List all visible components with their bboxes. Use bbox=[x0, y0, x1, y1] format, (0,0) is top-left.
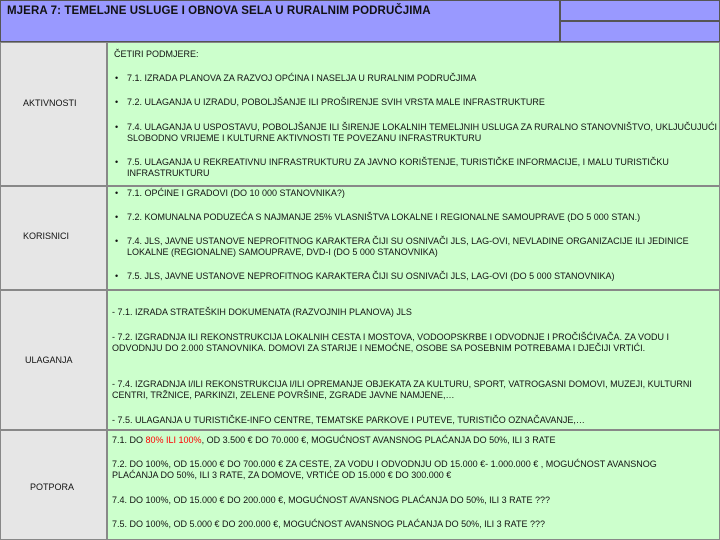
potpora-item-suffix: , OD 3.500 € DO 70.000 €, MOGUĆNOST AVANSNOG PLAĆANJA DO 50%, ILI 3 RATE bbox=[201, 435, 556, 445]
korisnici-item: 7.4. JLS, JAVNE USTANOVE NEPROFITNOG KARAKTERA ČIJI SU OSNIVAČI JLS, LAG-OVI, NEVLADINE ORGANIZACIJE ILI JEDINICE LOKALNE (REGIONALNE) SAMOUPRAVE, DVD-I (DO 5 000 STANOVNIKA) bbox=[127, 236, 689, 257]
header-cell-bottom bbox=[560, 21, 720, 42]
potpora-item bbox=[112, 435, 556, 446]
bullet-icon: • bbox=[115, 97, 119, 107]
potpora-content bbox=[107, 430, 720, 540]
aktivnosti-item: 7.2. ULAGANJA U IZRADU, POBOLJŠANJE ILI PROŠIRENJE SVIH VRSTA MALE INFRASTRUKTURE bbox=[127, 97, 545, 107]
aktivnosti-content bbox=[107, 42, 720, 186]
potpora-item: 7.2. DO 100%, OD 15.000 € DO 700.000 € ZA CESTE, ZA VODU I ODVODNJU OD 15.000 €- 1.000.000 € , MOGUĆNOST AVANSNOG PLAĆANJA DO 50%, ILI 3 RATE, ZA DOMOVE, VRTIĆE OD 15.000 € DO 300.000 € bbox=[112, 459, 657, 480]
ulaganja-label: ULAGANJA bbox=[25, 355, 73, 365]
korisnici-content bbox=[107, 186, 720, 290]
ulaganja-content bbox=[107, 290, 720, 430]
bullet-icon: • bbox=[115, 212, 119, 222]
ulaganja-item: - 7.2. IZGRADNJA ILI REKONSTRUKCIJA LOKALNIH CESTA I MOSTOVA, VODOOPSKRBE I ODVODNJE I PROČIŠĆIVAČA. ZA VODU I ODVODNJU DO 2.000 STANOVNIKA. DOMOVI ZA STARIJE I NEMOĆNE, OSOBE SA POSEBNIM POTREBAMA I DJEČIJI VRTIĆI. bbox=[112, 332, 669, 353]
korisnici-item: 7.2. KOMUNALNA PODUZEĆA S NAJMANJE 25% VLASNIŠTVA LOKALNE I REGIONALNE SAMOUPRAVE (DO 5 000 STAN.) bbox=[127, 212, 641, 222]
aktivnosti-item: 7.5. ULAGANJA U REKREATIVNU INFRASTRUKTURU ZA JAVNO KORIŠTENJE, TURISTIČKE INFORMACIJE, I MALU TURISTIČKU INFRASTRUKTURU bbox=[127, 157, 669, 178]
ulaganja-item: - 7.4. IZGRADNJA I/ILI REKONSTRUKCIJA I/ILI OPREMANJE OBJEKATA ZA KULTURU, SPORT, VATROGASNI DOMOVI, MUZEJI, KULTURNI CENTRI, TRŽNICE, PARKINZI, ZELENE POVRŠINE, ZGRADE JAVNE NAMJENE,… bbox=[112, 379, 692, 400]
potpora-label-cell bbox=[0, 430, 107, 540]
page-title: MJERA 7: TEMELJNE USLUGE I OBNOVA SELA U RURALNIM PODRUČJIMA bbox=[0, 0, 560, 42]
aktivnosti-item: 7.1. IZRADA PLANOVA ZA RAZVOJ OPĆINA I NASELJA U RURALNIM PODRUČJIMA bbox=[127, 73, 477, 83]
potpora-highlight: 80% ILI 100% bbox=[145, 435, 202, 445]
aktivnosti-item: 7.4. ULAGANJA U USPOSTAVU, POBOLJŠANJE ILI ŠIRENJE LOKALNIH TEMELJNIH USLUGA ZA RURALNO STANOVNIŠTVO, UKLJUČUJUĆI SLOBODNO VRIJEME I KULTURNE AKTIVNOSTI TE POVEZANU INFRASTRUKTURU bbox=[127, 122, 717, 143]
bullet-icon: • bbox=[115, 73, 119, 83]
korisnici-item: 7.5. JLS, JAVNE USTANOVE NEPROFITNOG KARAKTERA ČIJI SU OSNIVAČI JLS, LAG-OVI (DO 5 000 STANOVNIKA) bbox=[127, 271, 615, 281]
bullet-icon: • bbox=[115, 157, 119, 167]
aktivnosti-label-cell bbox=[0, 42, 107, 186]
aktivnosti-label: AKTIVNOSTI bbox=[23, 98, 77, 108]
bullet-icon: • bbox=[115, 236, 119, 246]
potpora-item: 7.4. DO 100%, OD 15.000 € DO 200.000 €, MOGUĆNOST AVANSNOG PLAĆANJA DO 50%, ILI 3 RATE ??? bbox=[112, 495, 551, 505]
bullet-icon: • bbox=[115, 122, 119, 132]
potpora-item-prefix: 7.1. DO bbox=[112, 435, 146, 445]
korisnici-label: KORISNICI bbox=[23, 231, 70, 241]
potpora-item: 7.5. DO 100%, OD 5.000 € DO 200.000 €, MOGUĆNOST AVANSNOG PLAĆANJA DO 50%, ILI 3 RATE ??? bbox=[112, 519, 546, 529]
korisnici-label-cell bbox=[0, 186, 107, 290]
korisnici-item: 7.1. OPĆINE I GRADOVI (DO 10 000 STANOVNIKA?) bbox=[127, 188, 345, 198]
potpora-label: POTPORA bbox=[30, 482, 75, 492]
ulaganja-item: - 7.5. ULAGANJA U TURISTIČKE-INFO CENTRE, TEMATSKE PARKOVE I PUTEVE, TURISTIČO OZNAČAVANJE,… bbox=[112, 415, 585, 425]
bullet-icon: • bbox=[115, 271, 119, 281]
bullet-icon: • bbox=[115, 188, 119, 198]
ulaganja-label-cell bbox=[0, 290, 107, 430]
header-cell-top bbox=[560, 0, 720, 21]
aktivnosti-intro: ČETIRI PODMJERE: bbox=[114, 49, 199, 59]
ulaganja-item: - 7.1. IZRADA STRATEŠKIH DOKUMENATA (RAZVOJNIH PLANOVA) JLS bbox=[112, 307, 412, 317]
